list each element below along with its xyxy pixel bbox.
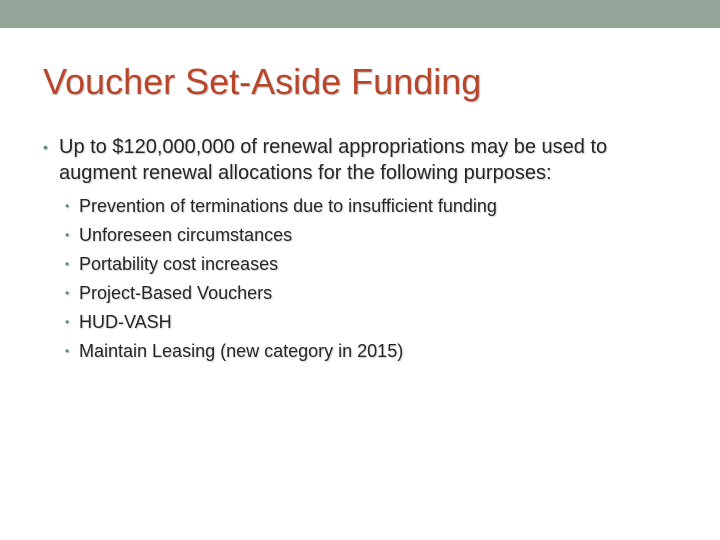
sub-bullet-text: Maintain Leasing (new category in 2015) [79,341,404,361]
sub-bullet-item [59,250,673,279]
sub-bullet-item [59,221,673,250]
bullet-item [43,134,673,366]
bullet-dot-icon: • [65,257,70,271]
bullet-dot-icon: • [43,139,48,155]
bullet-dot-icon: • [65,286,70,300]
sub-bullet-text: Portability cost increases [79,254,279,274]
bullet-dot-icon: • [65,315,70,329]
sub-bullet-text: Prevention of terminations due to insufficient funding [79,196,497,216]
sub-bullet-item [59,337,673,366]
slide-top-bar [0,0,720,28]
sub-bullet-text: Project-Based Vouchers [79,283,273,303]
slide-title: Voucher Set-Aside Funding [43,61,482,102]
bullet-dot-icon: • [65,344,70,358]
sub-bullet-list [59,192,673,366]
sub-bullet-item [59,192,673,221]
bullet-dot-icon: • [65,199,70,213]
bullet-list [43,134,673,366]
bullet-text: Up to $120,000,000 of renewal appropriations may be used to augment renewal allocations for the following purposes: [59,136,608,184]
sub-bullet-text: Unforeseen circumstances [79,225,293,245]
sub-bullet-item [59,308,673,337]
bullet-dot-icon: • [65,228,70,242]
sub-bullet-text: HUD-VASH [79,312,172,332]
sub-bullet-item [59,279,673,308]
